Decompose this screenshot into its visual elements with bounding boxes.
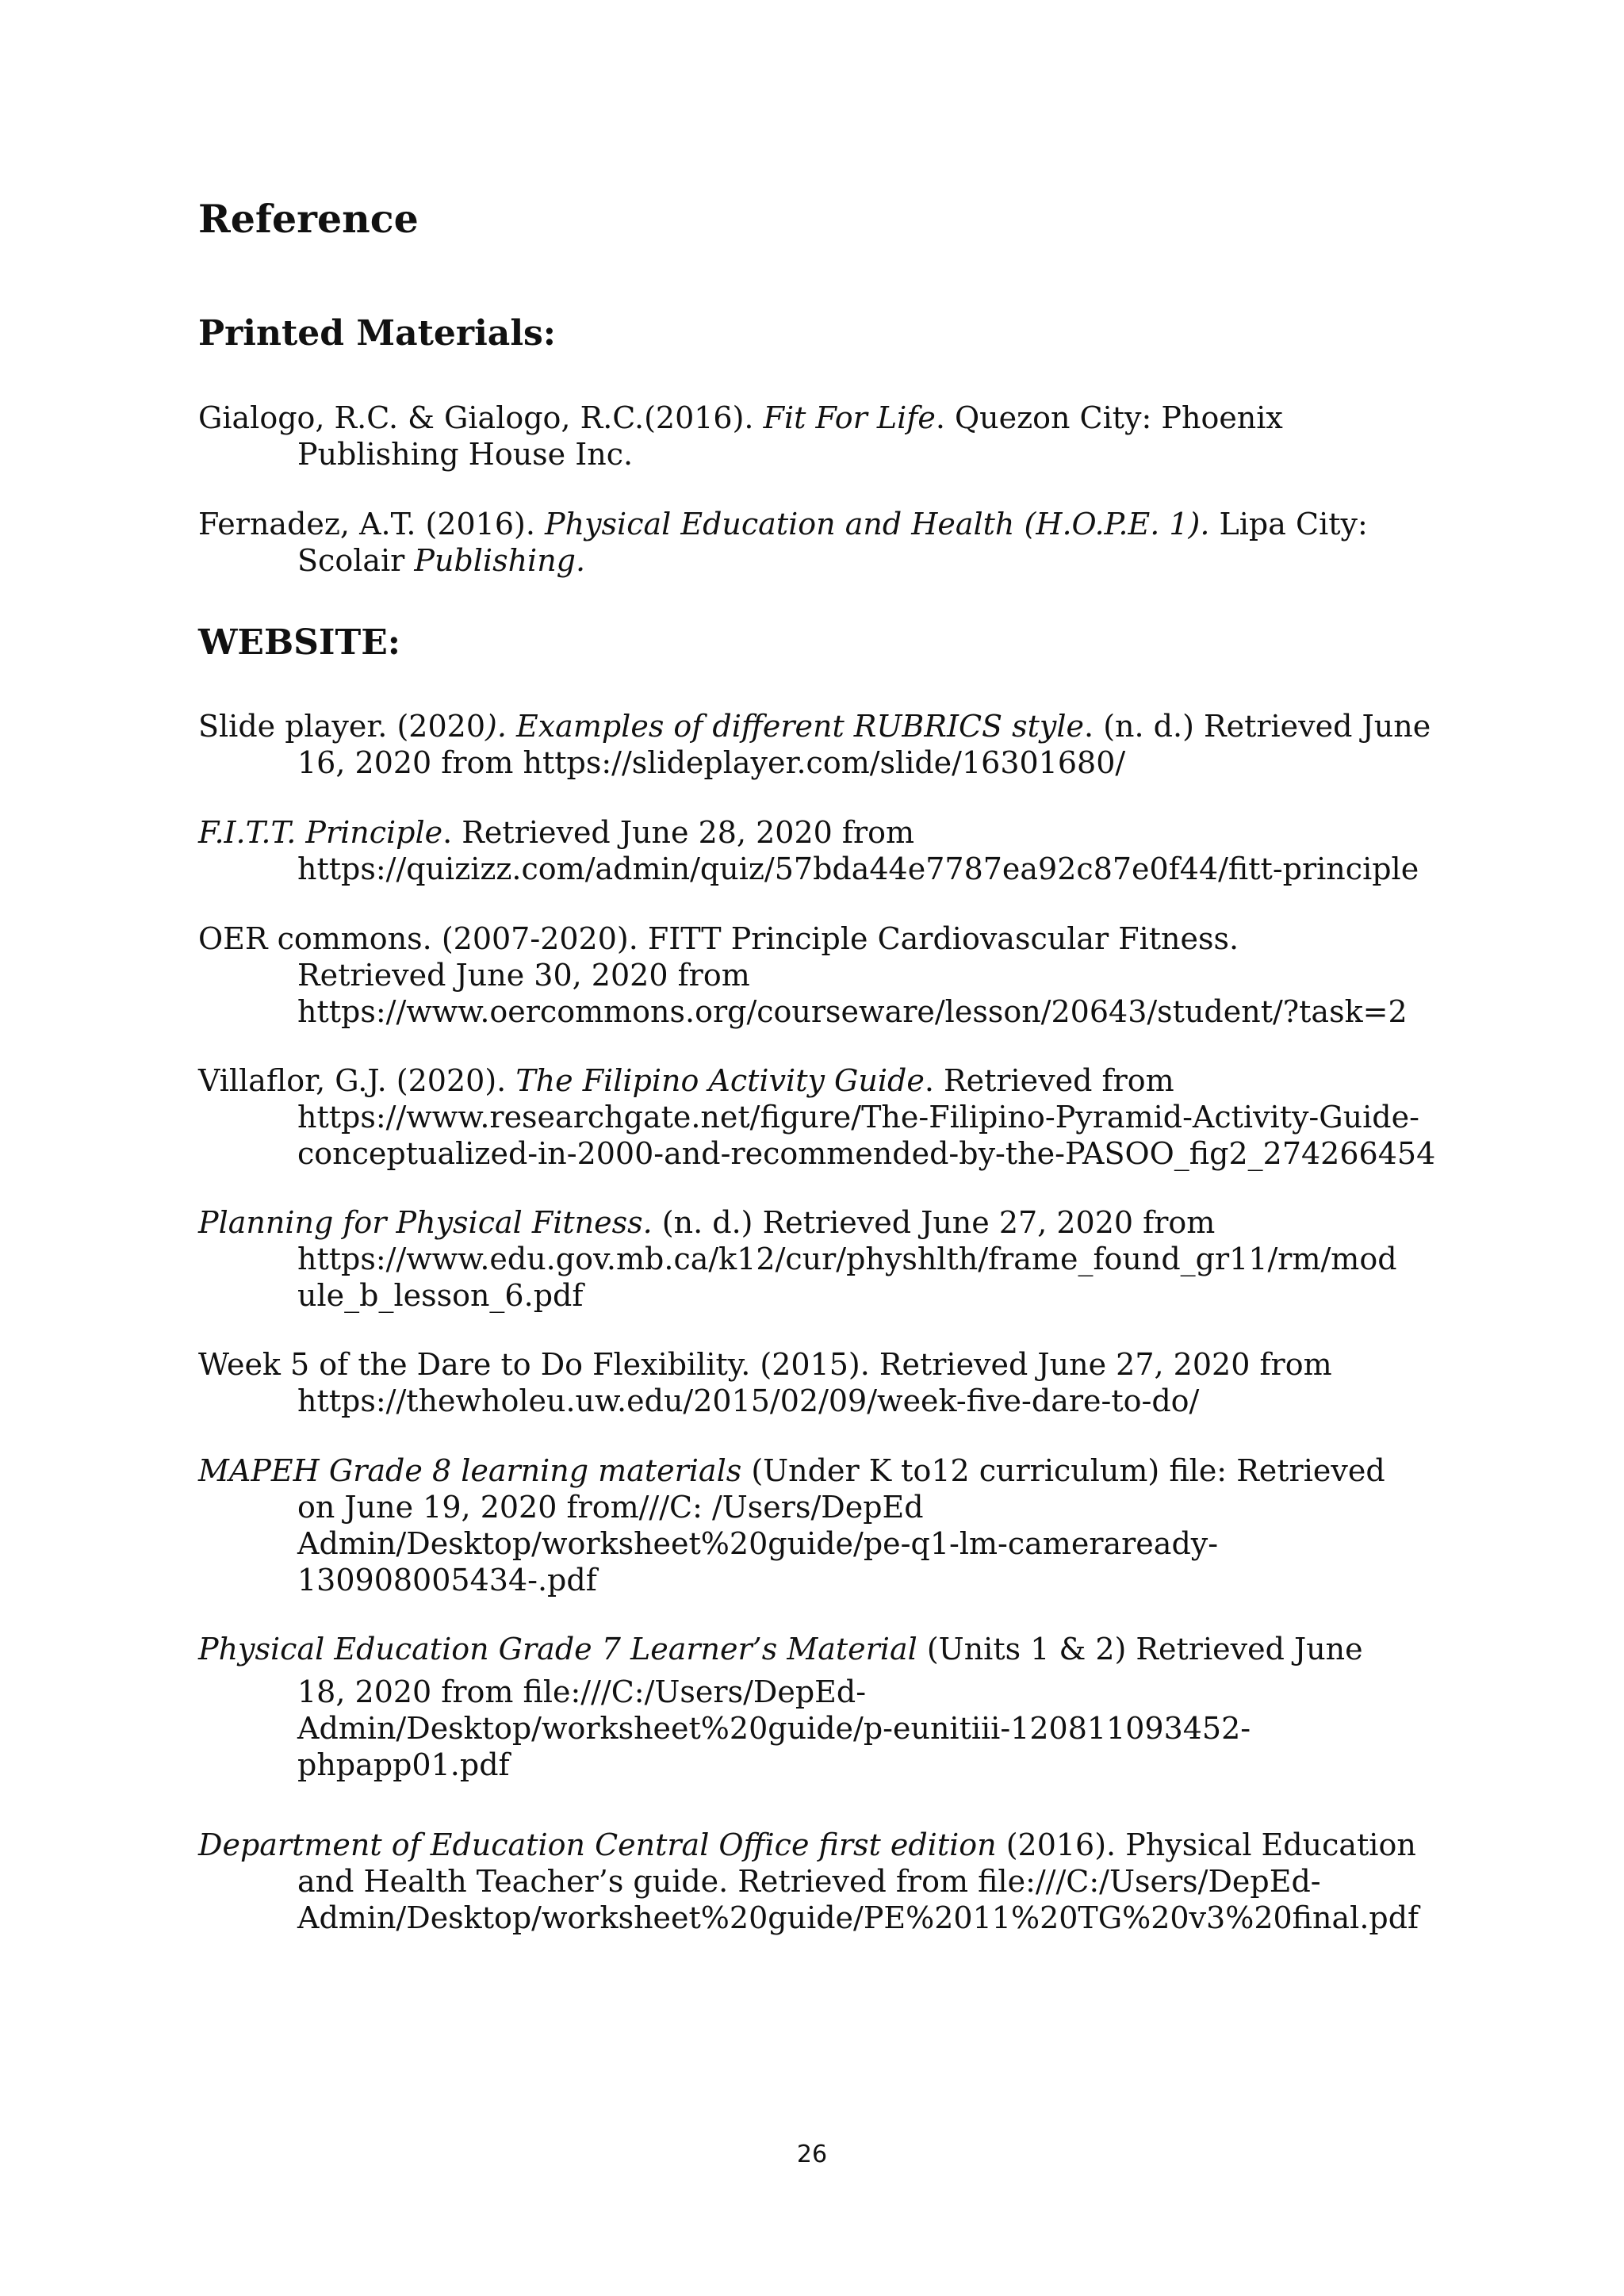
reference-entry (198, 1631, 1499, 1783)
ref-url: https://www.edu.gov.mb.ca/k12/cur/physhlth/frame_found_gr11/rm/mod (297, 1242, 1397, 1276)
reference-entry (198, 1827, 1499, 1936)
website-heading: WEBSITE: (198, 622, 401, 663)
ref-text: on June 19, 2020 from///C: /Users/DepEd (297, 1490, 924, 1525)
page-number: 26 (796, 2141, 828, 2168)
reference-entry (198, 1452, 1499, 1598)
ref-url: https://thewholeu.uw.edu/2015/02/09/week-five-dare-to-do/ (297, 1383, 1200, 1418)
ref-text: OER commons. (2007-2020). FITT Principle Cardiovascular Fitness. (198, 921, 1239, 956)
ref-text: Lipa City: (1209, 507, 1368, 541)
ref-url: Admin/Desktop/worksheet%20guide/p-eunitiii-120811093452- (297, 1711, 1251, 1746)
ref-url: Admin/Desktop/worksheet%20guide/PE%2011%20TG%20v3%20final.pdf (297, 1900, 1419, 1935)
page-title: Reference (198, 196, 419, 242)
ref-text: Week 5 of the Dare to Do Flexibility. (2015). Retrieved June 27, 2020 from (198, 1347, 1332, 1382)
ref-title: Fit For Life (763, 400, 936, 435)
ref-text: Publishing House Inc. (297, 437, 634, 472)
ref-url: ule_b_lesson_6.pdf (297, 1278, 584, 1313)
ref-url: https://www.researchgate.net/figure/The-Filipino-Pyramid-Activity-Guide- (297, 1100, 1419, 1135)
ref-title: Physical Education and Health (H.O.P.E. 1). (545, 507, 1210, 541)
reference-entry (198, 708, 1499, 781)
ref-text: Slide player. (2020 (198, 709, 486, 744)
ref-text: Scolair (297, 543, 415, 578)
ref-title: Publishing. (414, 543, 586, 578)
reference-entry (198, 1062, 1499, 1172)
ref-text: . Retrieved from (924, 1063, 1174, 1098)
ref-title: The Filipino Activity Guide (515, 1063, 925, 1098)
reference-entry (198, 400, 1499, 473)
ref-text: . Retrieved June 28, 2020 from (442, 815, 915, 850)
ref-url: Admin/Desktop/worksheet%20guide/pe-q1-lm-cameraready- (297, 1526, 1219, 1561)
printed-materials-heading: Printed Materials: (198, 313, 557, 354)
ref-text: (n. d.) Retrieved June 27, 2020 from (652, 1205, 1216, 1240)
reference-entry (198, 506, 1499, 579)
ref-text: . Quezon City: Phoenix (935, 400, 1283, 435)
ref-text: (Under K to12 curriculum) file: Retrieved (741, 1453, 1385, 1488)
ref-text: Retrieved June 30, 2020 from (297, 958, 750, 993)
ref-url: conceptualized-in-2000-and-recommended-by-the-PASOO_fig2_274266454 (297, 1136, 1436, 1171)
ref-text: and Health Teacher’s guide. Retrieved from file:///C:/Users/DepEd- (297, 1864, 1321, 1899)
ref-text: Gialogo, R.C. & Gialogo, R.C.(2016). (198, 400, 764, 435)
ref-url: https://www.oercommons.org/courseware/lesson/20643/student/?task=2 (297, 994, 1408, 1029)
reference-entry (198, 814, 1499, 887)
ref-url: 16, 2020 from https://slideplayer.com/slide/16301680/ (297, 745, 1126, 780)
ref-text: (2016). Physical Education (996, 1827, 1416, 1862)
ref-text: Fernadez, A.T. (2016). (198, 507, 546, 541)
reference-entry (198, 1346, 1499, 1419)
reference-entry (198, 920, 1499, 1030)
ref-text: . (n. d.) Retrieved June (1084, 709, 1431, 744)
ref-url: 130908005434-.pdf (297, 1563, 597, 1598)
ref-title: ). Examples of different RUBRICS style (485, 709, 1085, 744)
ref-url: phpapp01.pdf (297, 1747, 510, 1782)
ref-text: 18, 2020 from file:///C:/Users/DepEd- (297, 1674, 867, 1709)
ref-title: MAPEH Grade 8 learning materials (198, 1453, 742, 1488)
ref-title: Planning for Physical Fitness. (198, 1205, 653, 1240)
ref-title: F.I.T.T. Principle (198, 815, 443, 850)
ref-url: https://quizizz.com/admin/quiz/57bda44e7787ea92c87e0f44/fitt-principle (297, 851, 1419, 886)
ref-title: Physical Education Grade 7 Learner’s Material (198, 1632, 917, 1667)
ref-text: Villaflor, G.J. (2020). (198, 1063, 516, 1098)
reference-entry (198, 1204, 1499, 1314)
ref-text: (Units 1 & 2) Retrieved June (917, 1632, 1363, 1667)
ref-title: Department of Education Central Office first edition (198, 1827, 997, 1862)
